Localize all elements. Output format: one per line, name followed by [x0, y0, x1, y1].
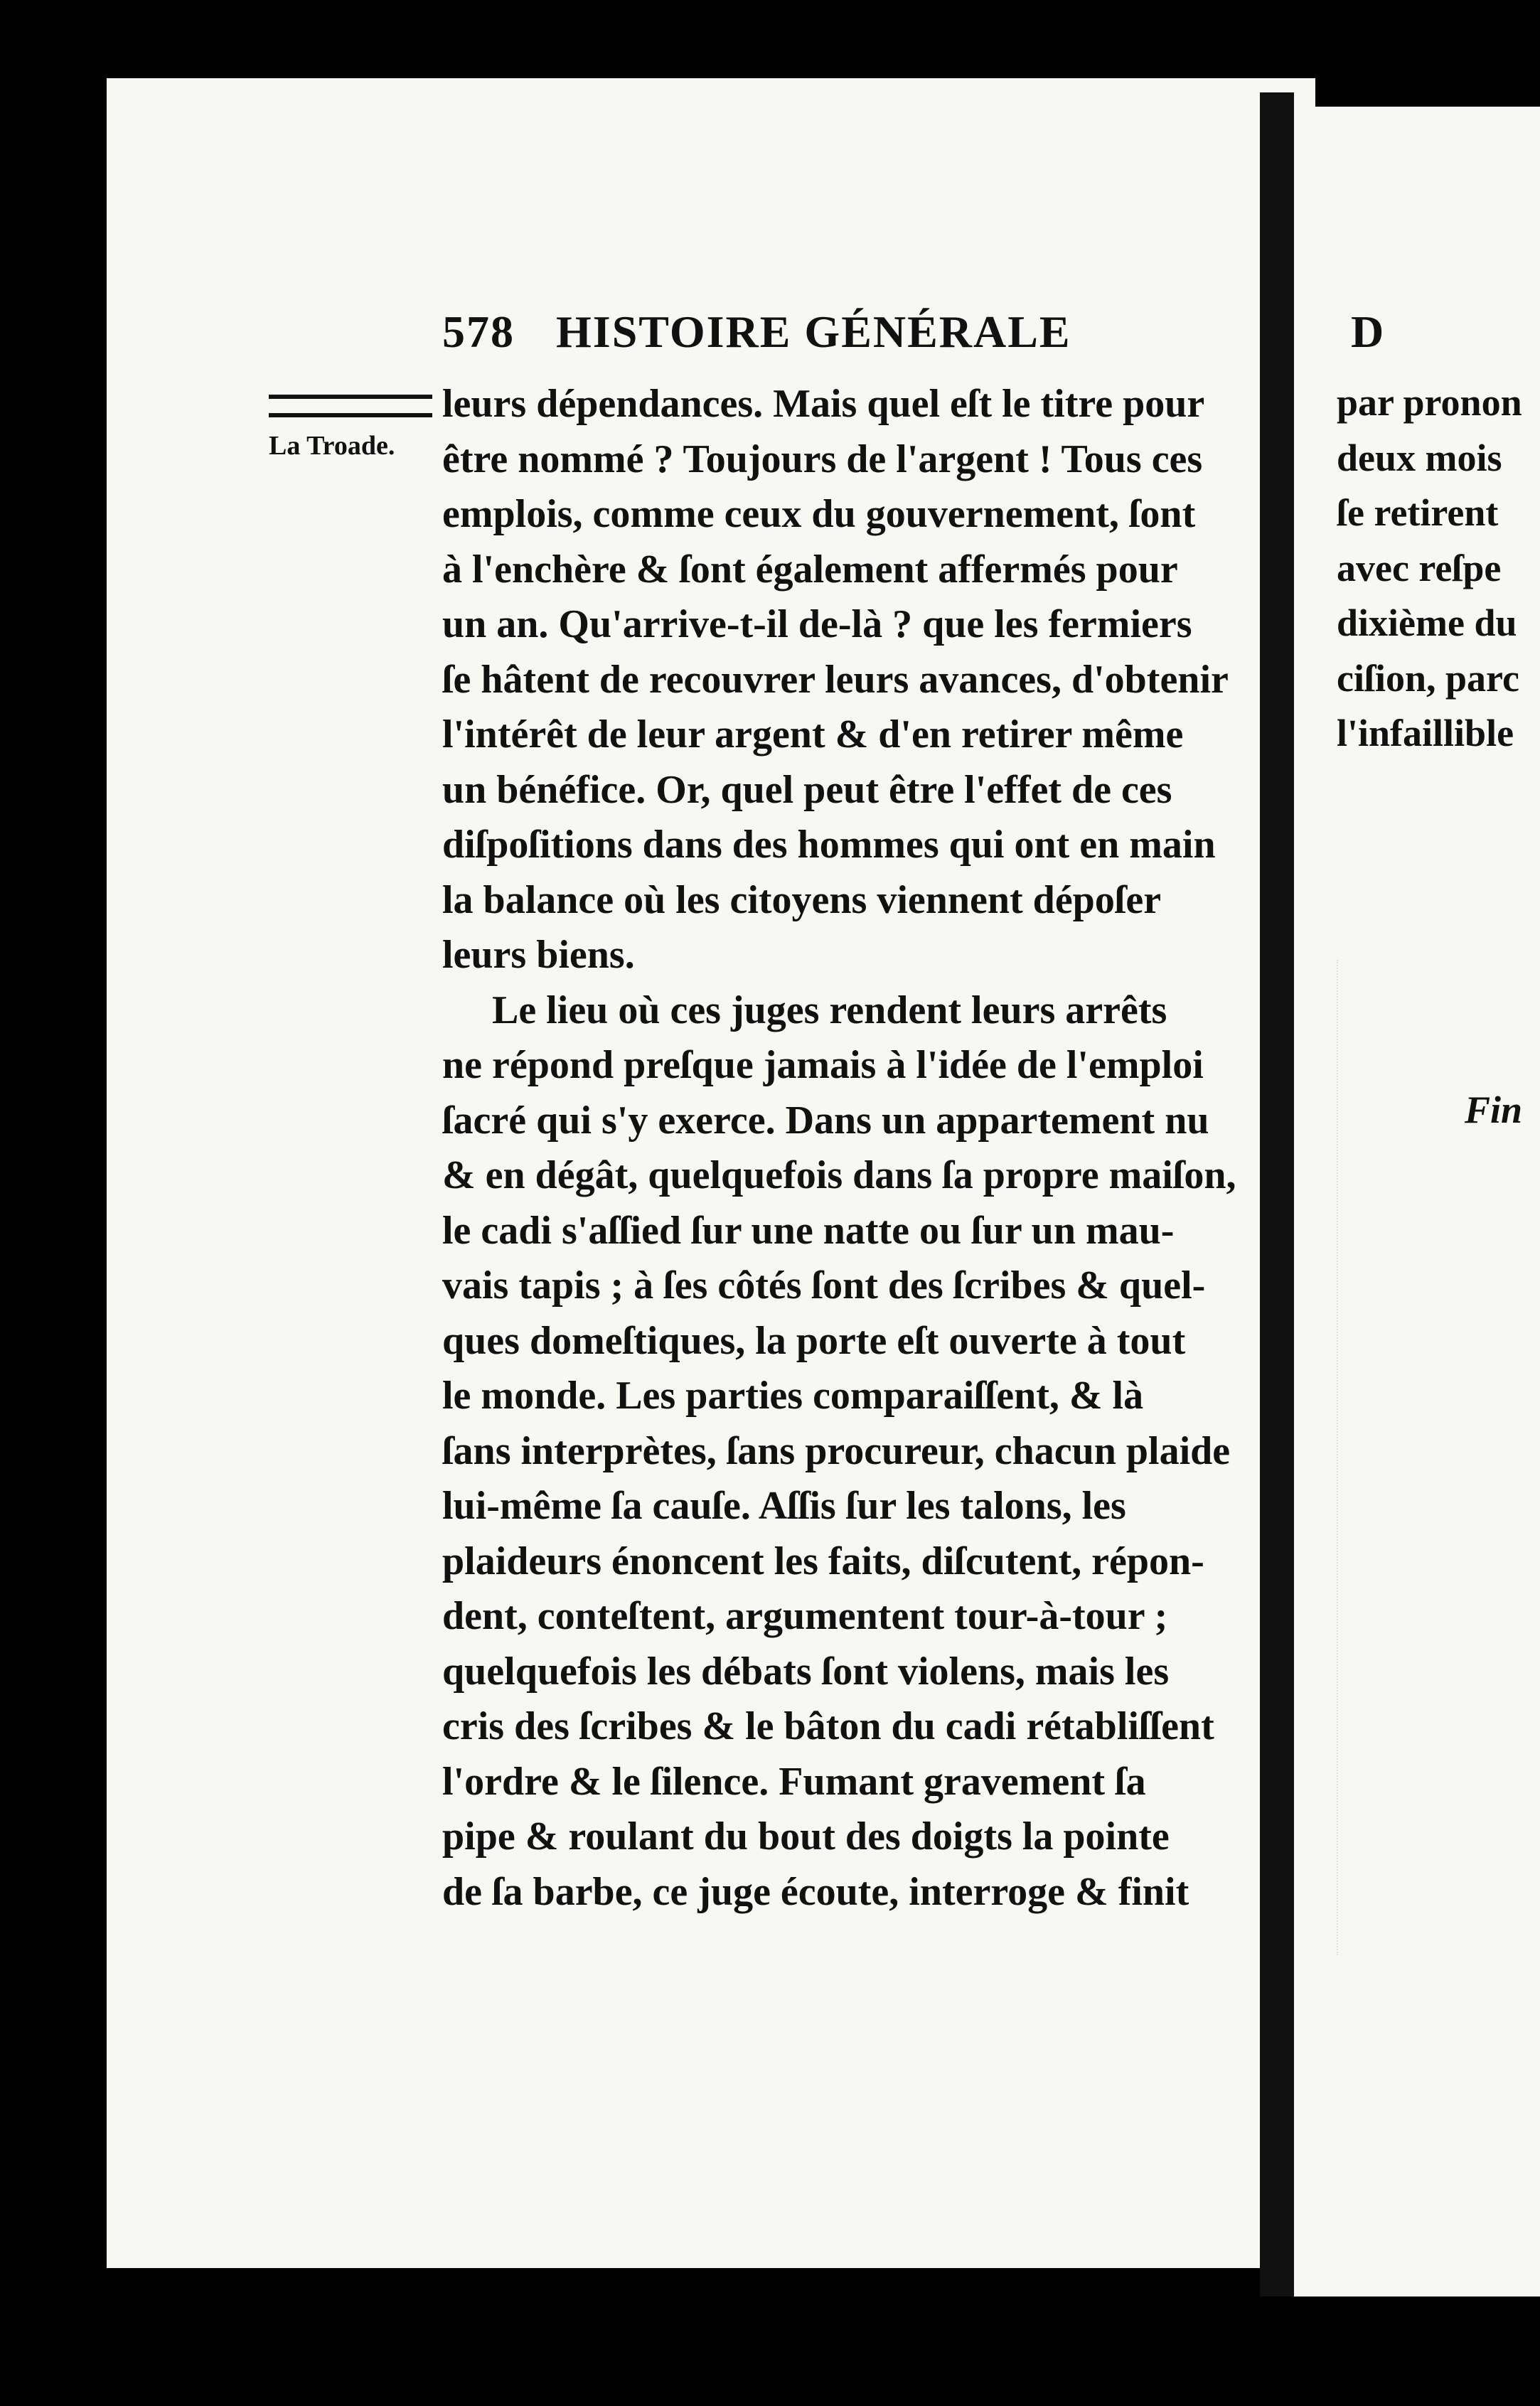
right-text-line: ſe retirent — [1337, 491, 1499, 534]
right-text-line: avec reſpe — [1337, 546, 1502, 589]
text-line: quelquefois les débats ſont violens, mais les — [442, 1649, 1170, 1694]
text-line: l'ordre & le ſilence. Fumant gravement ſa — [442, 1759, 1146, 1804]
text-line: de ſa barbe, ce juge écoute, interroge & finit — [442, 1869, 1189, 1914]
right-text-line: ciſion, parc — [1337, 656, 1520, 700]
body-text — [442, 377, 1295, 1920]
margin-rule — [269, 395, 432, 417]
text-line: dent, conteſtent, argumentent tour-à-tour ; — [442, 1594, 1168, 1638]
text-line: cris des ſcribes & le bâton du cadi rétabliſſent — [442, 1704, 1214, 1748]
right-page — [1294, 107, 1540, 2297]
right-text-line: dixième du — [1337, 602, 1517, 644]
page-number: 578 — [442, 306, 515, 357]
text-line: être nommé ? Toujours de l'argent ! Tous ces — [442, 437, 1203, 481]
text-line: vais tapis ; à ſes côtés ſont des ſcribes & quel- — [442, 1263, 1206, 1308]
text-line: le monde. Les parties comparaiſſent, & là — [442, 1374, 1144, 1418]
text-line: l'intérêt de leur argent & d'en retirer même — [442, 712, 1184, 756]
text-line: le cadi s'aſſied ſur une natte ou ſur un mau- — [442, 1208, 1175, 1253]
text-line: diſpoſitions dans des hommes qui ont en main — [442, 823, 1216, 867]
margin-note: La Troade. — [269, 431, 395, 461]
text-line: pipe & roulant du bout des doigts la pointe — [442, 1814, 1170, 1859]
text-line: leurs dépendances. Mais quel eſt le titre pour — [442, 382, 1205, 426]
text-line: ne répond preſque jamais à l'idée de l'emploi — [442, 1043, 1204, 1087]
right-text-line: deux mois — [1337, 436, 1502, 479]
right-text-line: l'infaillible — [1337, 712, 1514, 754]
text-line: à l'enchère & ſont également affermés pour — [442, 547, 1178, 592]
right-page-header: D — [1351, 306, 1384, 357]
text-line: leurs biens. — [442, 933, 635, 977]
text-line: plaideurs énoncent les faits, diſcutent, répon- — [442, 1539, 1204, 1583]
page-title: HISTOIRE GÉNÉRALE — [556, 306, 1071, 357]
text-line: un an. Qu'arrive-t-il de-là ? que les fermiers — [442, 602, 1192, 646]
text-line: ſans interprètes, ſans procureur, chacun plaide — [442, 1428, 1231, 1473]
text-line: ſacré qui s'y exerce. Dans un appartement nu — [442, 1098, 1209, 1143]
text-line: lui-même ſa cauſe. Aſſis ſur les talons, les — [442, 1484, 1126, 1528]
right-page-text — [1337, 375, 1522, 761]
text-line: ques domeſtiques, la porte eſt ouverte à tout — [442, 1318, 1186, 1363]
fin-label: Fin — [1465, 1089, 1523, 1131]
text-line: la balance où les citoyens viennent dépoſer — [442, 877, 1162, 922]
text-line: Le lieu où ces juges rendent leurs arrêts — [492, 988, 1167, 1032]
right-text-line: par pronon — [1337, 381, 1522, 424]
text-line: un bénéfice. Or, quel peut être l'effet de ces — [442, 767, 1172, 812]
text-line: & en dégât, quelquefois dans ſa propre maiſon, — [442, 1153, 1236, 1197]
running-header — [442, 306, 1295, 363]
text-line: ſe hâtent de recouvrer leurs avances, d'obtenir — [442, 657, 1229, 702]
text-line: emplois, comme ceux du gouvernement, ſont — [442, 492, 1196, 536]
